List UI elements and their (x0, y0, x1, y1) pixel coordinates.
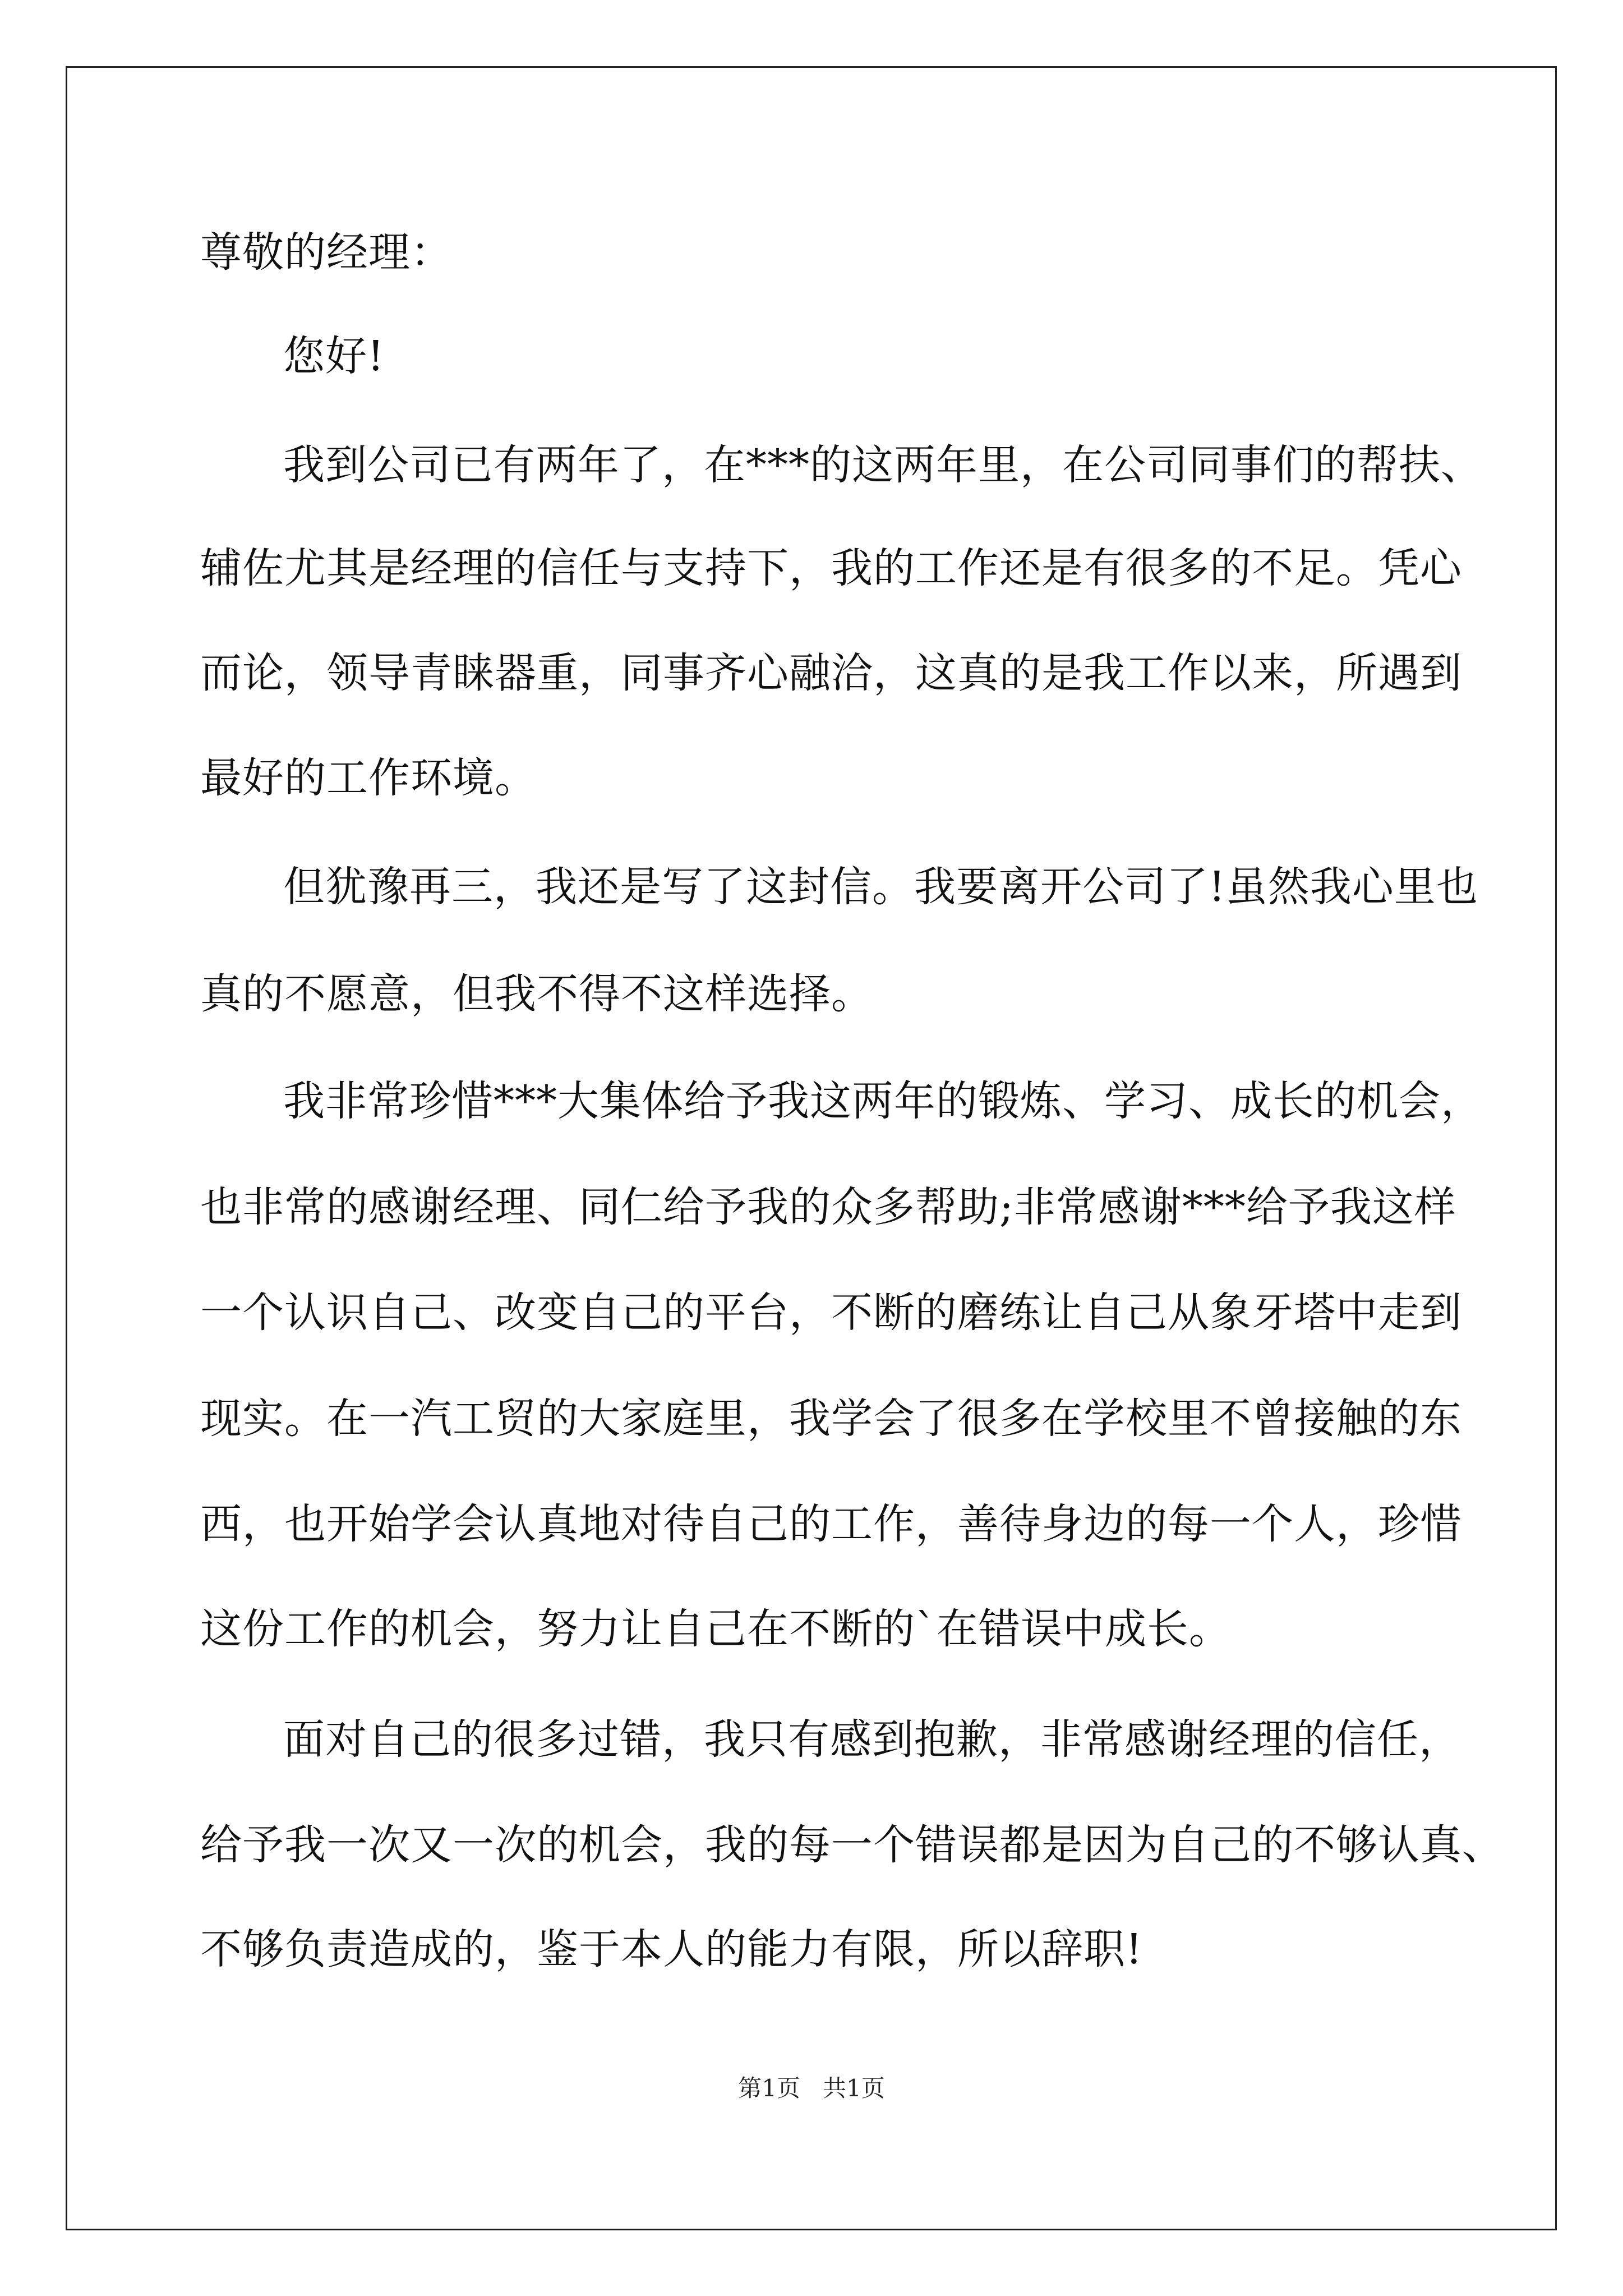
paragraph-3-line-1: 我非常珍惜***大集体给予我这两年的锻炼、学习、成长的机会， (283, 1077, 1483, 1125)
paragraph-1-line-3: 而论，领导青睐器重，同事齐心融洽，这真的是我工作以来，所遇到 (200, 649, 1462, 697)
paragraph-2-line-2: 真的不愿意，但我不得不这样选择。 (200, 970, 873, 1018)
paragraph-3-line-6: 这份工作的机会，努力让自己在不断的`在错误中成长。 (200, 1605, 1231, 1653)
paragraph-3-line-2: 也非常的感谢经理、同仁给予我的众多帮助;非常感谢***给予我这样 (200, 1183, 1456, 1231)
paragraph-3-line-4: 现实。在一汽工贸的大家庭里，我学会了很多在学校里不曾接触的东 (200, 1395, 1462, 1443)
paragraph-2-line-1: 但犹豫再三，我还是写了这封信。我要离开公司了!虽然我心里也 (283, 863, 1478, 911)
paragraph-4-line-1: 面对自己的很多过错，我只有感到抱歉，非常感谢经理的信任， (283, 1715, 1461, 1764)
paragraph-4-line-3: 不够负责造成的，鉴于本人的能力有限，所以辞职! (200, 1925, 1143, 1973)
paragraph-4-line-2: 给予我一次又一次的机会，我的每一个错误都是因为自己的不够认真、 (200, 1821, 1504, 1869)
page-number-footer: 第1页 共1页 (738, 2074, 885, 2102)
paragraph-1-line-1: 我到公司已有两年了，在***的这两年里，在公司同事们的帮扶、 (283, 441, 1483, 489)
paragraph-1-line-4: 最好的工作环境。 (200, 754, 537, 802)
paragraph-1-line-2: 辅佐尤其是经理的信任与支持下，我的工作还是有很多的不足。凭心 (200, 544, 1462, 592)
paragraph-3-line-3: 一个认识自己、改变自己的平台，不断的磨练让自己从象牙塔中走到 (200, 1289, 1462, 1337)
paragraph-3-line-5: 西，也开始学会认真地对待自己的工作，善待身边的每一个人，珍惜 (200, 1500, 1462, 1548)
salutation: 尊敬的经理： (200, 228, 453, 277)
greeting: 您好! (283, 332, 385, 380)
